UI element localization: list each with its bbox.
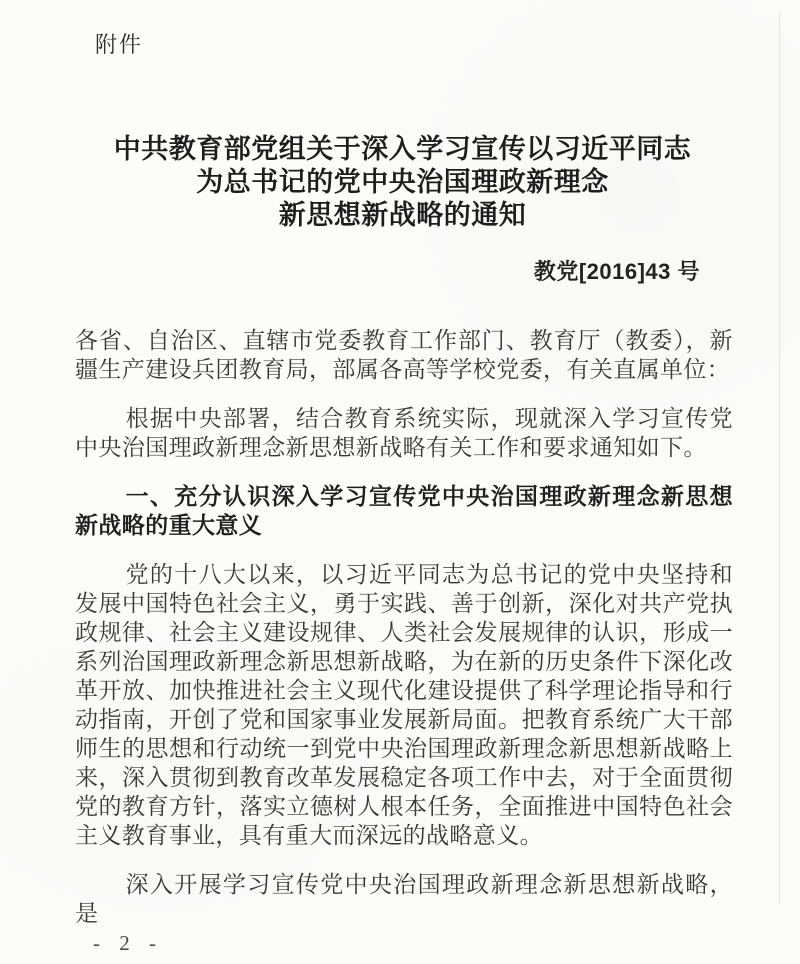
document-body [75, 326, 733, 928]
document-title-line-3: 新思想新战略的通知 [278, 200, 527, 230]
document-title-line-1: 中共教育部党组关于深入学习宣传以习近平同志 [113, 134, 692, 164]
document-title-line-2: 为总书记的党中央治国理政新理念 [196, 167, 609, 197]
document-number: 教党[2016]43 号 [533, 259, 700, 284]
intro-paragraph: 根据中央部署，结合教育系统实际，现就深入学习宣传党中央治国理政新理念新思想新战略有关工作和要求通知如下。 [75, 405, 733, 460]
document-title [75, 133, 730, 232]
scan-artifact-line [779, 12, 780, 904]
section-2-paragraph-start: 深入开展学习宣传党中央治国理政新理念新思想新战略，是 [75, 871, 733, 926]
section-1-heading: 一、充分认识深入学习宣传党中央治国理政新理念新思想新战略的重大意义 [75, 483, 733, 538]
page-number: - 2 - [93, 931, 163, 955]
section-1-paragraph: 党的十八大以来，以习近平同志为总书记的党中央坚持和发展中国特色社会主义，勇于实践、善于创新，深化对共产党执政规律、社会主义建设规律、人类社会发展规律的认识，形成一系列治国理政新理念新思想新战略，为在新的历史条件下深化改革开放、加快推进社会主义现代化建设提供了科学理论指导和行动指南，开创了党和国家事业发展新局面。把教育系统广大干部师生的思想和行动统一到党中央治国理政新理念新思想新战略上来，深入贯彻到教育改革发展稳定各项工作中去，对于全面贯彻党的教育方针，落实立德树人根本任务，全面推进中国特色社会主义教育事业，具有重大而深远的战略意义。 [75, 561, 733, 848]
attachment-label: 附件 [95, 32, 144, 57]
addressee-paragraph: 各省、自治区、直辖市党委教育工作部门、教育厅（教委），新疆生产建设兵团教育局，部属各高等学校党委，有关直属单位： [75, 327, 733, 382]
